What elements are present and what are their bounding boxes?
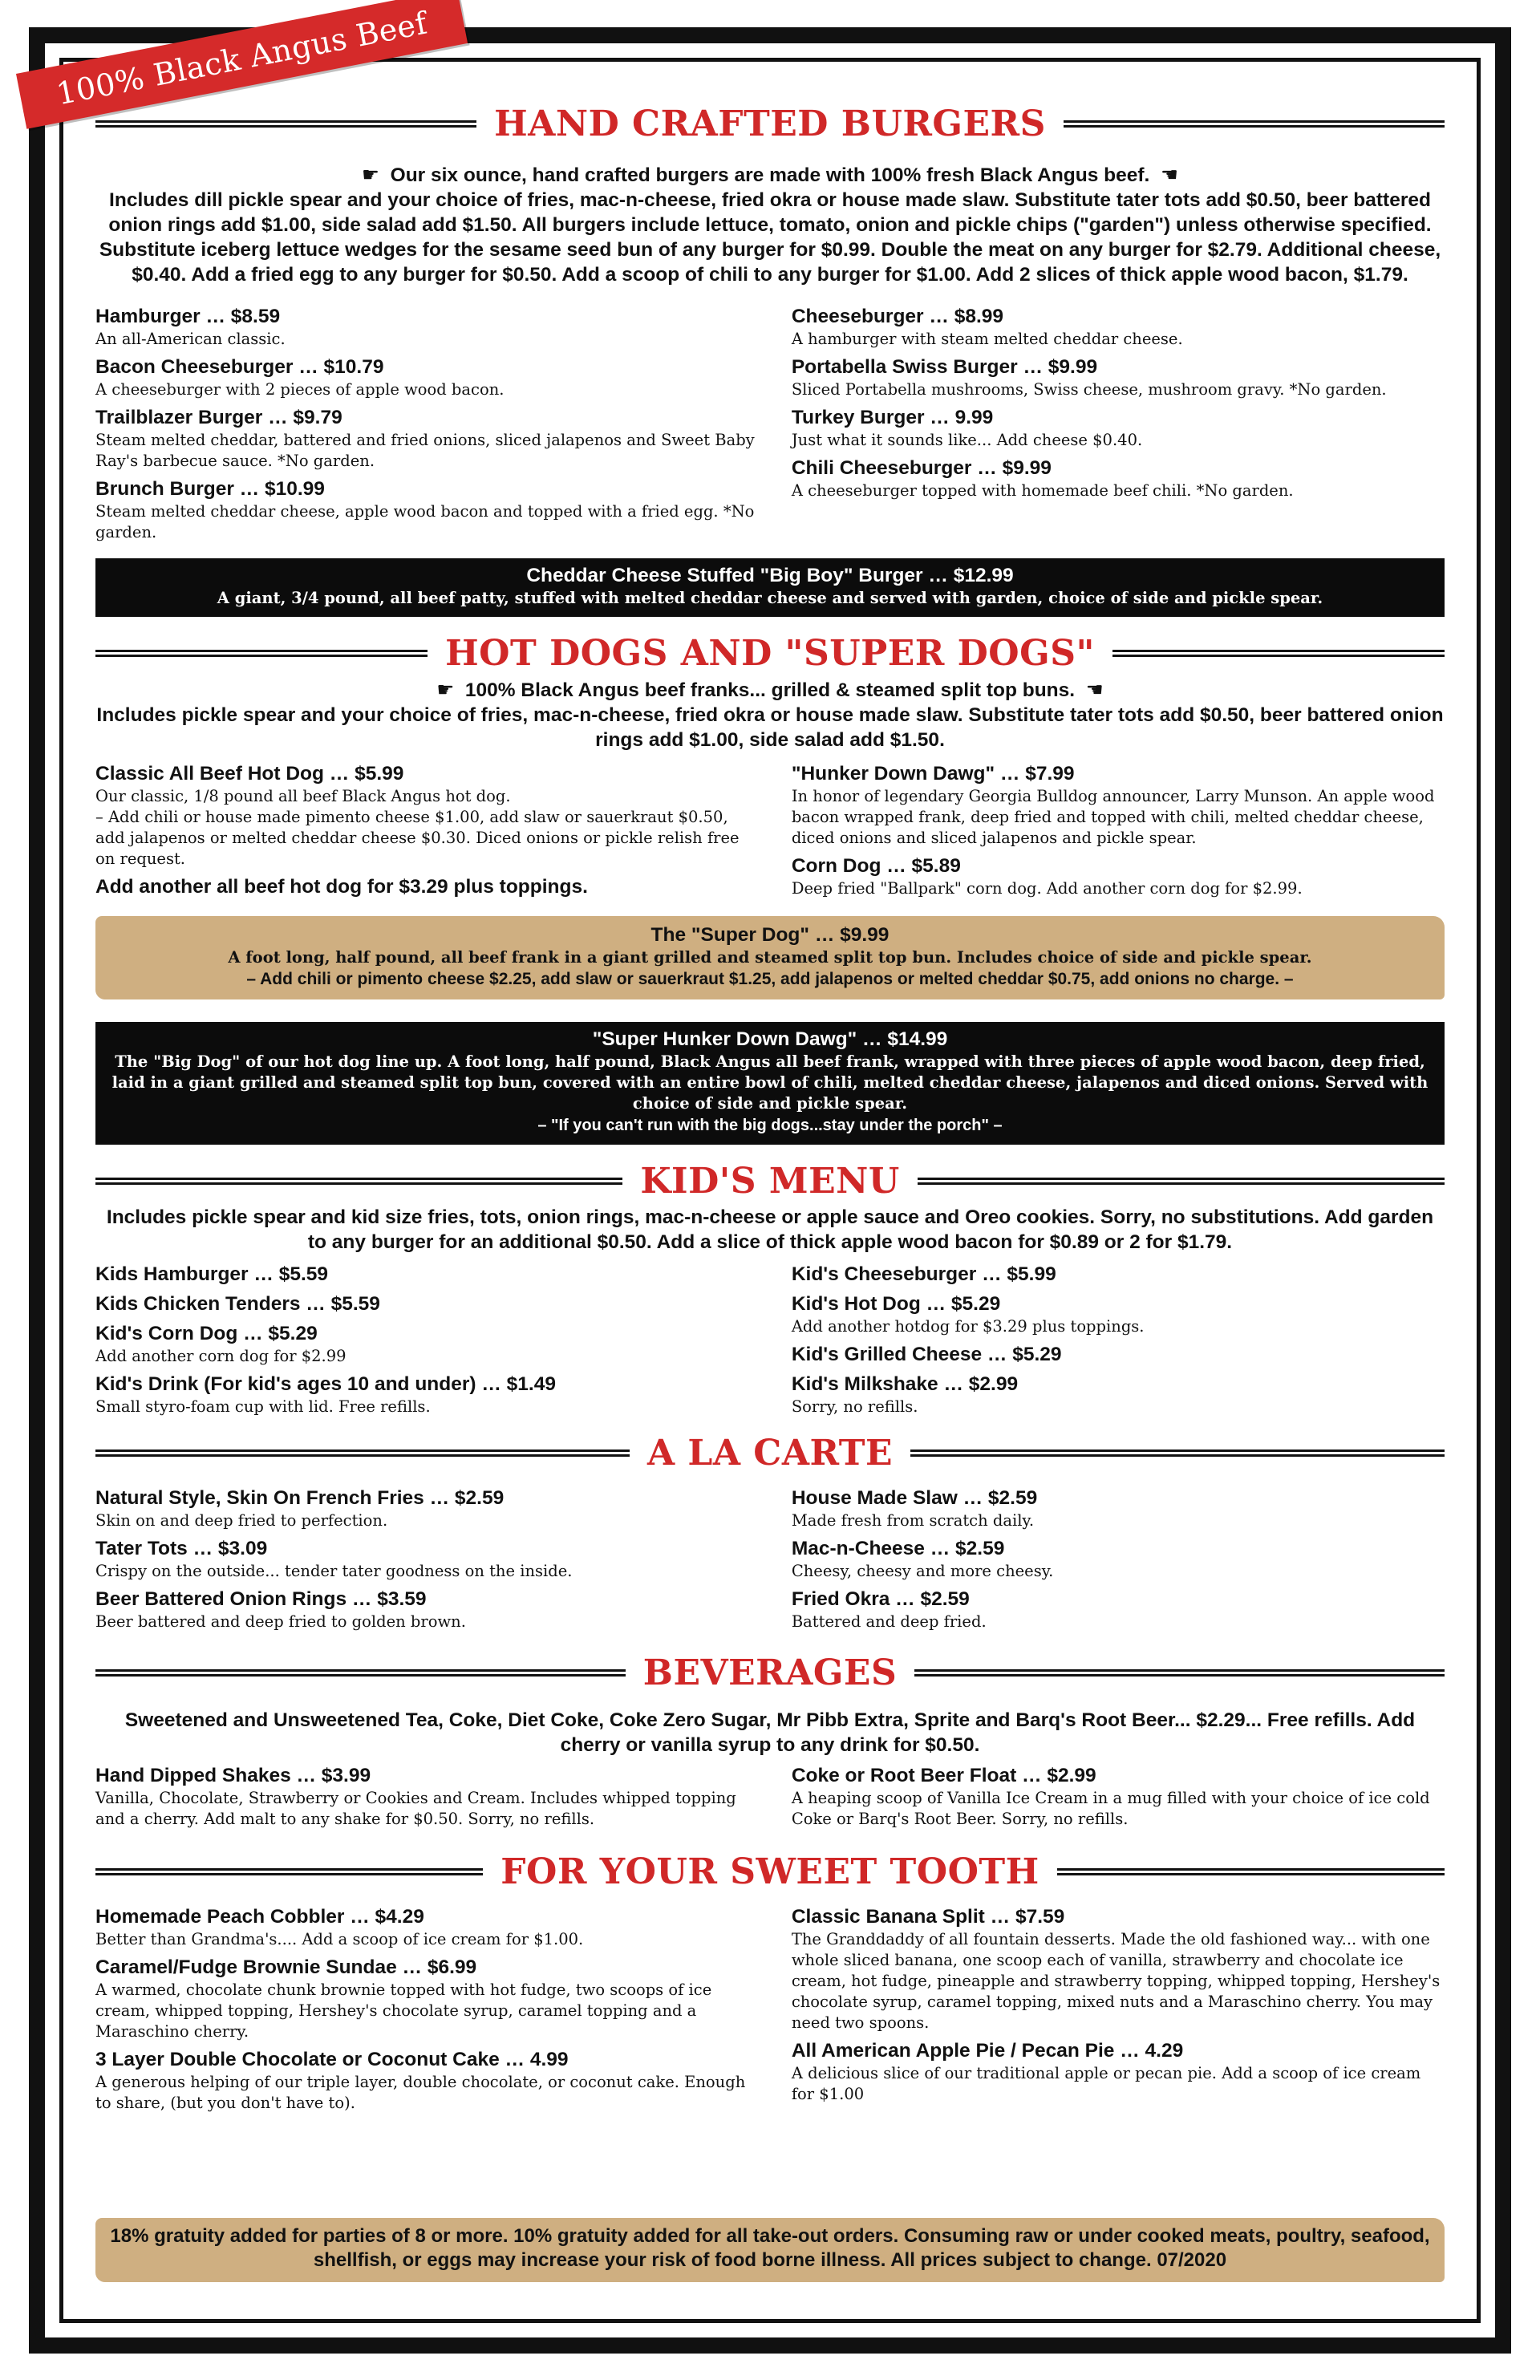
menu-item xyxy=(792,1343,1445,1367)
sweets-right-column xyxy=(784,1905,1445,2119)
menu-item xyxy=(792,1486,1445,1531)
item-name: Trailblazer Burger … $9.79 xyxy=(95,407,342,428)
item-desc: Steam melted cheddar, battered and fried onions, sliced jalapenos and Sweet Baby Ray's barbecue sauce. *No garden. xyxy=(95,431,755,470)
section-header-kids xyxy=(95,1161,1445,1202)
section-header-hotdogs xyxy=(95,633,1445,674)
item-desc: In honor of legendary Georgia Bulldog announcer, Larry Munson. An apple wood bacon wrapped frank, deep fried and topped with chili, melted cheddar cheese, diced onions and sliced jalapenos and pickle spear. xyxy=(791,787,1435,847)
item-name: Kid's Corn Dog … $5.29 xyxy=(95,1323,318,1344)
menu-item xyxy=(95,762,756,870)
item-name: Kid's Milkshake … $2.99 xyxy=(791,1373,1019,1395)
feature-desc: The "Big Dog" of our hot dog line up. A foot long, half pound, Black Angus all beef frank, wrapped with three pieces of apple wood bacon, deep fried, laid in a giant grilled and steamed split top bun, covered with an entire bowl of chili, melted cheddar cheese, jalapenos and diced onions. Served with choice of side and pickle spear. xyxy=(111,1052,1429,1113)
divider xyxy=(95,1178,622,1185)
menu-item xyxy=(792,1292,1445,1337)
menu-item xyxy=(95,1263,756,1287)
hotdogs-intro-rest: Includes pickle spear and your choice of fries, mac-n-cheese, fried okra or house made slaw. Substitute tater tots add $0.50, beer battered onion rings add $1.00, side salad add $1.50. xyxy=(96,704,1444,751)
footer-disclaimer-text: 18% gratuity added for parties of 8 or more. 10% gratuity added for all take-out orders. Consuming raw or under cooked meats, poultry, seafood, shellfish, or eggs may increase your risk of food borne illness. All prices subject to change. 07/2020 xyxy=(110,2225,1430,2271)
item-desc: Sliced Portabella mushrooms, Swiss cheese, mushroom gravy. *No garden. xyxy=(791,380,1387,399)
item-desc: The Granddaddy of all fountain desserts. Made the old fashioned way... with one whole sliced banana, one scoop each of vanilla, strawberry and chocolate ice cream, hot fudge, pineapple and strawberry topping, whipped topping, Hershey's chocolate syrup, caramel topping, mixed nuts and a Maraschino cherry. You may need two spoons. xyxy=(791,1930,1441,2032)
item-desc: A generous helping of our triple layer, double chocolate, or coconut cake. Enough to share, (but you don't have to). xyxy=(95,2073,746,2112)
menu-item xyxy=(95,1587,756,1632)
menu-item xyxy=(95,2048,756,2114)
item-desc: Deep fried "Ballpark" corn dog. Add another corn dog for $2.99. xyxy=(791,879,1303,898)
feature-quote: – "If you can't run with the big dogs...stay under the porch" – xyxy=(537,1117,1003,1134)
menu-item xyxy=(95,305,756,350)
section-header-sweets xyxy=(95,1851,1445,1892)
pointing-hand-right-icon: ☛ xyxy=(436,678,455,701)
ribbon-text: 100% Black Angus Beef xyxy=(53,5,431,112)
burgers-list xyxy=(95,305,1445,549)
item-name: Caramel/Fudge Brownie Sundae … $6.99 xyxy=(95,1956,477,1978)
item-name: Coke or Root Beer Float … $2.99 xyxy=(791,1765,1096,1786)
alacarte-right-column xyxy=(784,1486,1445,1638)
menu-item xyxy=(792,1263,1445,1287)
kids-intro: Includes pickle spear and kid size fries, tots, onion rings, mac-n-cheese or apple sauce and Oreo cookies. Sorry, no substitutions. Add garden to any burger for an additional $0.50. Add a slice of thick apple wood bacon for $0.89 or 2 for $1.79. xyxy=(106,1206,1434,1253)
item-desc: Battered and deep fried. xyxy=(791,1612,987,1631)
item-name: 3 Layer Double Chocolate or Coconut Cake … 4.99 xyxy=(95,2049,569,2070)
section-title-alacarte: A LA CARTE xyxy=(646,1433,894,1474)
divider xyxy=(95,120,476,128)
item-desc: Better than Grandma's.... Add a scoop of ice cream for $1.00. xyxy=(95,1930,584,1948)
divider xyxy=(95,1868,483,1875)
feature-addons: – Add chili or pimento cheese $2.25, add slaw or sauerkraut $1.25, add jalapenos or melted cheddar $0.75, add onions no charge. – xyxy=(246,970,1294,988)
item-name: Mac-n-Cheese … $2.59 xyxy=(791,1538,1005,1559)
item-name: "Hunker Down Dawg" … $7.99 xyxy=(791,763,1075,785)
divider xyxy=(914,1669,1445,1677)
menu-inner-frame xyxy=(59,58,1481,2323)
item-desc: Add another corn dog for $2.99 xyxy=(95,1347,346,1365)
divider xyxy=(918,1178,1445,1185)
item-name: Homemade Peach Cobbler … $4.29 xyxy=(95,1906,424,1928)
item-desc: Skin on and deep fried to perfection. xyxy=(95,1511,388,1530)
menu-item xyxy=(95,1956,756,2042)
item-desc: A cheeseburger topped with homemade beef chili. *No garden. xyxy=(791,481,1294,500)
section-title-kids: KID'S MENU xyxy=(640,1161,900,1202)
item-name: Natural Style, Skin On French Fries … $2.59 xyxy=(95,1487,505,1509)
item-name: Bacon Cheeseburger … $10.79 xyxy=(95,356,384,378)
menu-item xyxy=(95,406,756,472)
item-name: Portabella Swiss Burger … $9.99 xyxy=(791,356,1098,378)
pointing-hand-left-icon: ☚ xyxy=(1160,163,1178,186)
menu-item xyxy=(792,1764,1445,1830)
item-name: Kids Chicken Tenders … $5.59 xyxy=(95,1293,380,1315)
hotdogs-right-column xyxy=(784,762,1445,905)
item-name: Hand Dipped Shakes … $3.99 xyxy=(95,1765,371,1786)
item-name: Kids Hamburger … $5.59 xyxy=(95,1263,329,1285)
burgers-intro-rest: Includes dill pickle spear and your choice of fries, mac-n-cheese, fried okra or house made slaw. Substitute tater tots add $0.50, beer battered onion rings add $1.00, side salad add $1.50. All burgers include lettuce, tomato, onion and pickle chips ("garden") unless otherwise specified. Substitute iceberg lettuce wedges for the sesame seed bun of any burger for $0.99. Double the meat on any burger for $2.79. Additional cheese, $0.40. Add a fried egg to any burger for $0.50. Add a scoop of chili to any burger for $1.00. Add 2 slices of thick apple wood bacon, $1.79. xyxy=(99,189,1441,286)
menu-item xyxy=(95,1322,756,1367)
feature-title: Cheddar Cheese Stuffed "Big Boy" Burger … $12.99 xyxy=(526,565,1014,586)
menu-item xyxy=(95,1537,756,1582)
menu-item xyxy=(792,1372,1445,1417)
item-desc: Vanilla, Chocolate, Strawberry or Cookies and Cream. Includes whipped topping and a cherry. Add malt to any shake for $0.50. Sorry, no refills. xyxy=(95,1789,736,1828)
menu-item xyxy=(95,1905,756,1950)
divider xyxy=(95,1669,626,1677)
feature-desc: A foot long, half pound, all beef frank in a giant grilled and steamed split top bun. Includes choice of side and pickle spear. xyxy=(228,948,1312,967)
item-name: Kid's Grilled Cheese … $5.29 xyxy=(791,1344,1062,1365)
menu-item xyxy=(95,1292,756,1316)
item-name: Beer Battered Onion Rings … $3.59 xyxy=(95,1588,427,1610)
beverages-right-column xyxy=(784,1764,1445,1835)
divider xyxy=(1112,650,1445,657)
item-name: Kid's Hot Dog … $5.29 xyxy=(791,1293,1001,1315)
super-hunker-feature-box xyxy=(95,1022,1445,1145)
menu-frame xyxy=(29,27,1511,2354)
item-desc: An all-American classic. xyxy=(95,330,286,348)
menu-item xyxy=(792,1587,1445,1632)
section-title-beverages: BEVERAGES xyxy=(642,1652,898,1693)
menu-item xyxy=(792,456,1445,501)
item-desc: A hamburger with steam melted cheddar cheese. xyxy=(791,330,1183,348)
feature-desc: A giant, 3/4 pound, all beef patty, stuffed with melted cheddar cheese and served with garden, choice of side and pickle spear. xyxy=(217,589,1323,607)
item-desc: A warmed, chocolate chunk brownie topped with hot fudge, two scoops of ice cream, whipped topping, Hershey's chocolate syrup, caramel topping and a Maraschino cherry. xyxy=(95,1981,712,2041)
menu-item xyxy=(95,355,756,400)
item-desc: Just what it sounds like... Add cheese $0.40. xyxy=(791,431,1143,449)
section-header-beverages xyxy=(95,1652,1445,1693)
item-desc: A cheeseburger with 2 pieces of apple wood bacon. xyxy=(95,380,505,399)
item-desc: Steam melted cheddar cheese, apple wood bacon and topped with a fried egg. *No garden. xyxy=(95,502,755,541)
sweets-left-column xyxy=(95,1905,756,2119)
item-desc: Add another hotdog for $3.29 plus toppings. xyxy=(791,1317,1145,1336)
divider xyxy=(1057,1868,1445,1875)
alacarte-list xyxy=(95,1486,1445,1638)
menu-item xyxy=(792,355,1445,400)
hotdogs-intro xyxy=(95,677,1445,752)
item-desc: Beer battered and deep fried to golden brown. xyxy=(95,1612,466,1631)
menu-item xyxy=(95,477,756,543)
hotdogs-left-column xyxy=(95,762,756,905)
item-name: Classic All Beef Hot Dog … $5.99 xyxy=(95,763,404,785)
item-desc: Our classic, 1/8 pound all beef Black Angus hot dog. xyxy=(95,787,511,805)
section-title-sweets: FOR YOUR SWEET TOOTH xyxy=(500,1851,1040,1892)
burgers-intro-lead: Our six ounce, hand crafted burgers are made with 100% fresh Black Angus beef. xyxy=(390,164,1150,186)
menu-item xyxy=(792,854,1445,899)
menu-item xyxy=(792,762,1445,849)
divider xyxy=(910,1449,1445,1457)
item-desc-addons: – Add chili or house made pimento cheese $1.00, add slaw or sauerkraut $0.50, add jalapenos or melted cheddar cheese $0.30. Diced onions or pickle relish free on request. xyxy=(95,808,740,868)
item-desc: Cheesy, cheesy and more cheesy. xyxy=(791,1562,1054,1580)
item-desc: Small styro-foam cup with lid. Free refills. xyxy=(95,1397,431,1416)
menu-item xyxy=(792,2039,1445,2105)
menu-item xyxy=(792,1905,1445,2033)
menu-content xyxy=(95,62,1445,2319)
burgers-left-column xyxy=(95,305,756,549)
divider xyxy=(95,1449,630,1457)
menu-item xyxy=(95,1764,756,1830)
menu-item xyxy=(792,305,1445,350)
footer-disclaimer-box xyxy=(95,2218,1445,2282)
menu-item xyxy=(95,1486,756,1531)
item-name: Tater Tots … $3.09 xyxy=(95,1538,268,1559)
item-name: All American Apple Pie / Pecan Pie … 4.29 xyxy=(791,2040,1184,2062)
beverages-left-column xyxy=(95,1764,756,1835)
item-desc: A heaping scoop of Vanilla Ice Cream in a mug filled with your choice of ice cold Coke or Barq's Root Beer. Sorry, no refills. xyxy=(791,1789,1430,1828)
menu-item xyxy=(95,1372,756,1417)
alacarte-left-column xyxy=(95,1486,756,1638)
section-header-burgers xyxy=(95,103,1445,144)
item-name: Corn Dog … $5.89 xyxy=(791,855,961,877)
sweets-list xyxy=(95,1905,1445,2119)
pointing-hand-right-icon: ☛ xyxy=(362,163,380,186)
item-name: House Made Slaw … $2.59 xyxy=(791,1487,1038,1509)
divider xyxy=(1064,120,1445,128)
item-desc: Crispy on the outside... tender tater goodness on the inside. xyxy=(95,1562,573,1580)
item-name: Cheeseburger … $8.99 xyxy=(791,306,1004,327)
section-header-alacarte xyxy=(95,1433,1445,1474)
item-name: Fried Okra … $2.59 xyxy=(791,1588,970,1610)
item-name: Kid's Drink (For kid's ages 10 and under) … $1.49 xyxy=(95,1373,556,1395)
item-name: Chili Cheeseburger … $9.99 xyxy=(791,457,1052,479)
kids-left-column xyxy=(95,1263,756,1423)
item-name: Turkey Burger … 9.99 xyxy=(791,407,994,428)
item-desc: Sorry, no refills. xyxy=(791,1397,918,1416)
superdog-feature-box xyxy=(95,916,1445,999)
divider xyxy=(95,650,428,657)
feature-title: The "Super Dog" … $9.99 xyxy=(650,924,890,946)
menu-item xyxy=(792,406,1445,451)
kids-right-column xyxy=(784,1263,1445,1423)
kids-list xyxy=(95,1263,1445,1423)
item-desc: Made fresh from scratch daily. xyxy=(791,1511,1035,1530)
hotdogs-intro-lead: 100% Black Angus beef franks... grilled & steamed split top buns. xyxy=(464,679,1076,701)
item-desc: A delicious slice of our traditional apple or pecan pie. Add a scoop of ice cream for $1.00 xyxy=(791,2064,1421,2103)
item-name: Hamburger … $8.59 xyxy=(95,306,281,327)
item-name: Classic Banana Split … $7.59 xyxy=(791,1906,1065,1928)
beverages-intro: Sweetened and Unsweetened Tea, Coke, Diet Coke, Coke Zero Sugar, Mr Pibb Extra, Sprite and Barq's Root Beer... $2.29... Free refills. Add cherry or vanilla syrup to any drink for $0.50. xyxy=(124,1709,1416,1756)
feature-title: "Super Hunker Down Dawg" … $14.99 xyxy=(592,1028,948,1050)
burgers-right-column xyxy=(784,305,1445,549)
pointing-hand-left-icon: ☚ xyxy=(1085,678,1104,701)
hotdogs-list xyxy=(95,762,1445,905)
beverages-list xyxy=(95,1764,1445,1835)
section-title-hotdogs: HOT DOGS AND "SUPER DOGS" xyxy=(445,633,1095,674)
section-title-burgers: HAND CRAFTED BURGERS xyxy=(494,103,1046,144)
item-name: Kid's Cheeseburger … $5.99 xyxy=(791,1263,1056,1285)
item-name: Brunch Burger … $10.99 xyxy=(95,478,325,500)
burgers-intro xyxy=(95,162,1445,287)
add-another-hotdog-note: Add another all beef hot dog for $3.29 plus toppings. xyxy=(95,876,588,898)
menu-item xyxy=(792,1537,1445,1582)
bigboy-feature-box xyxy=(95,558,1445,617)
